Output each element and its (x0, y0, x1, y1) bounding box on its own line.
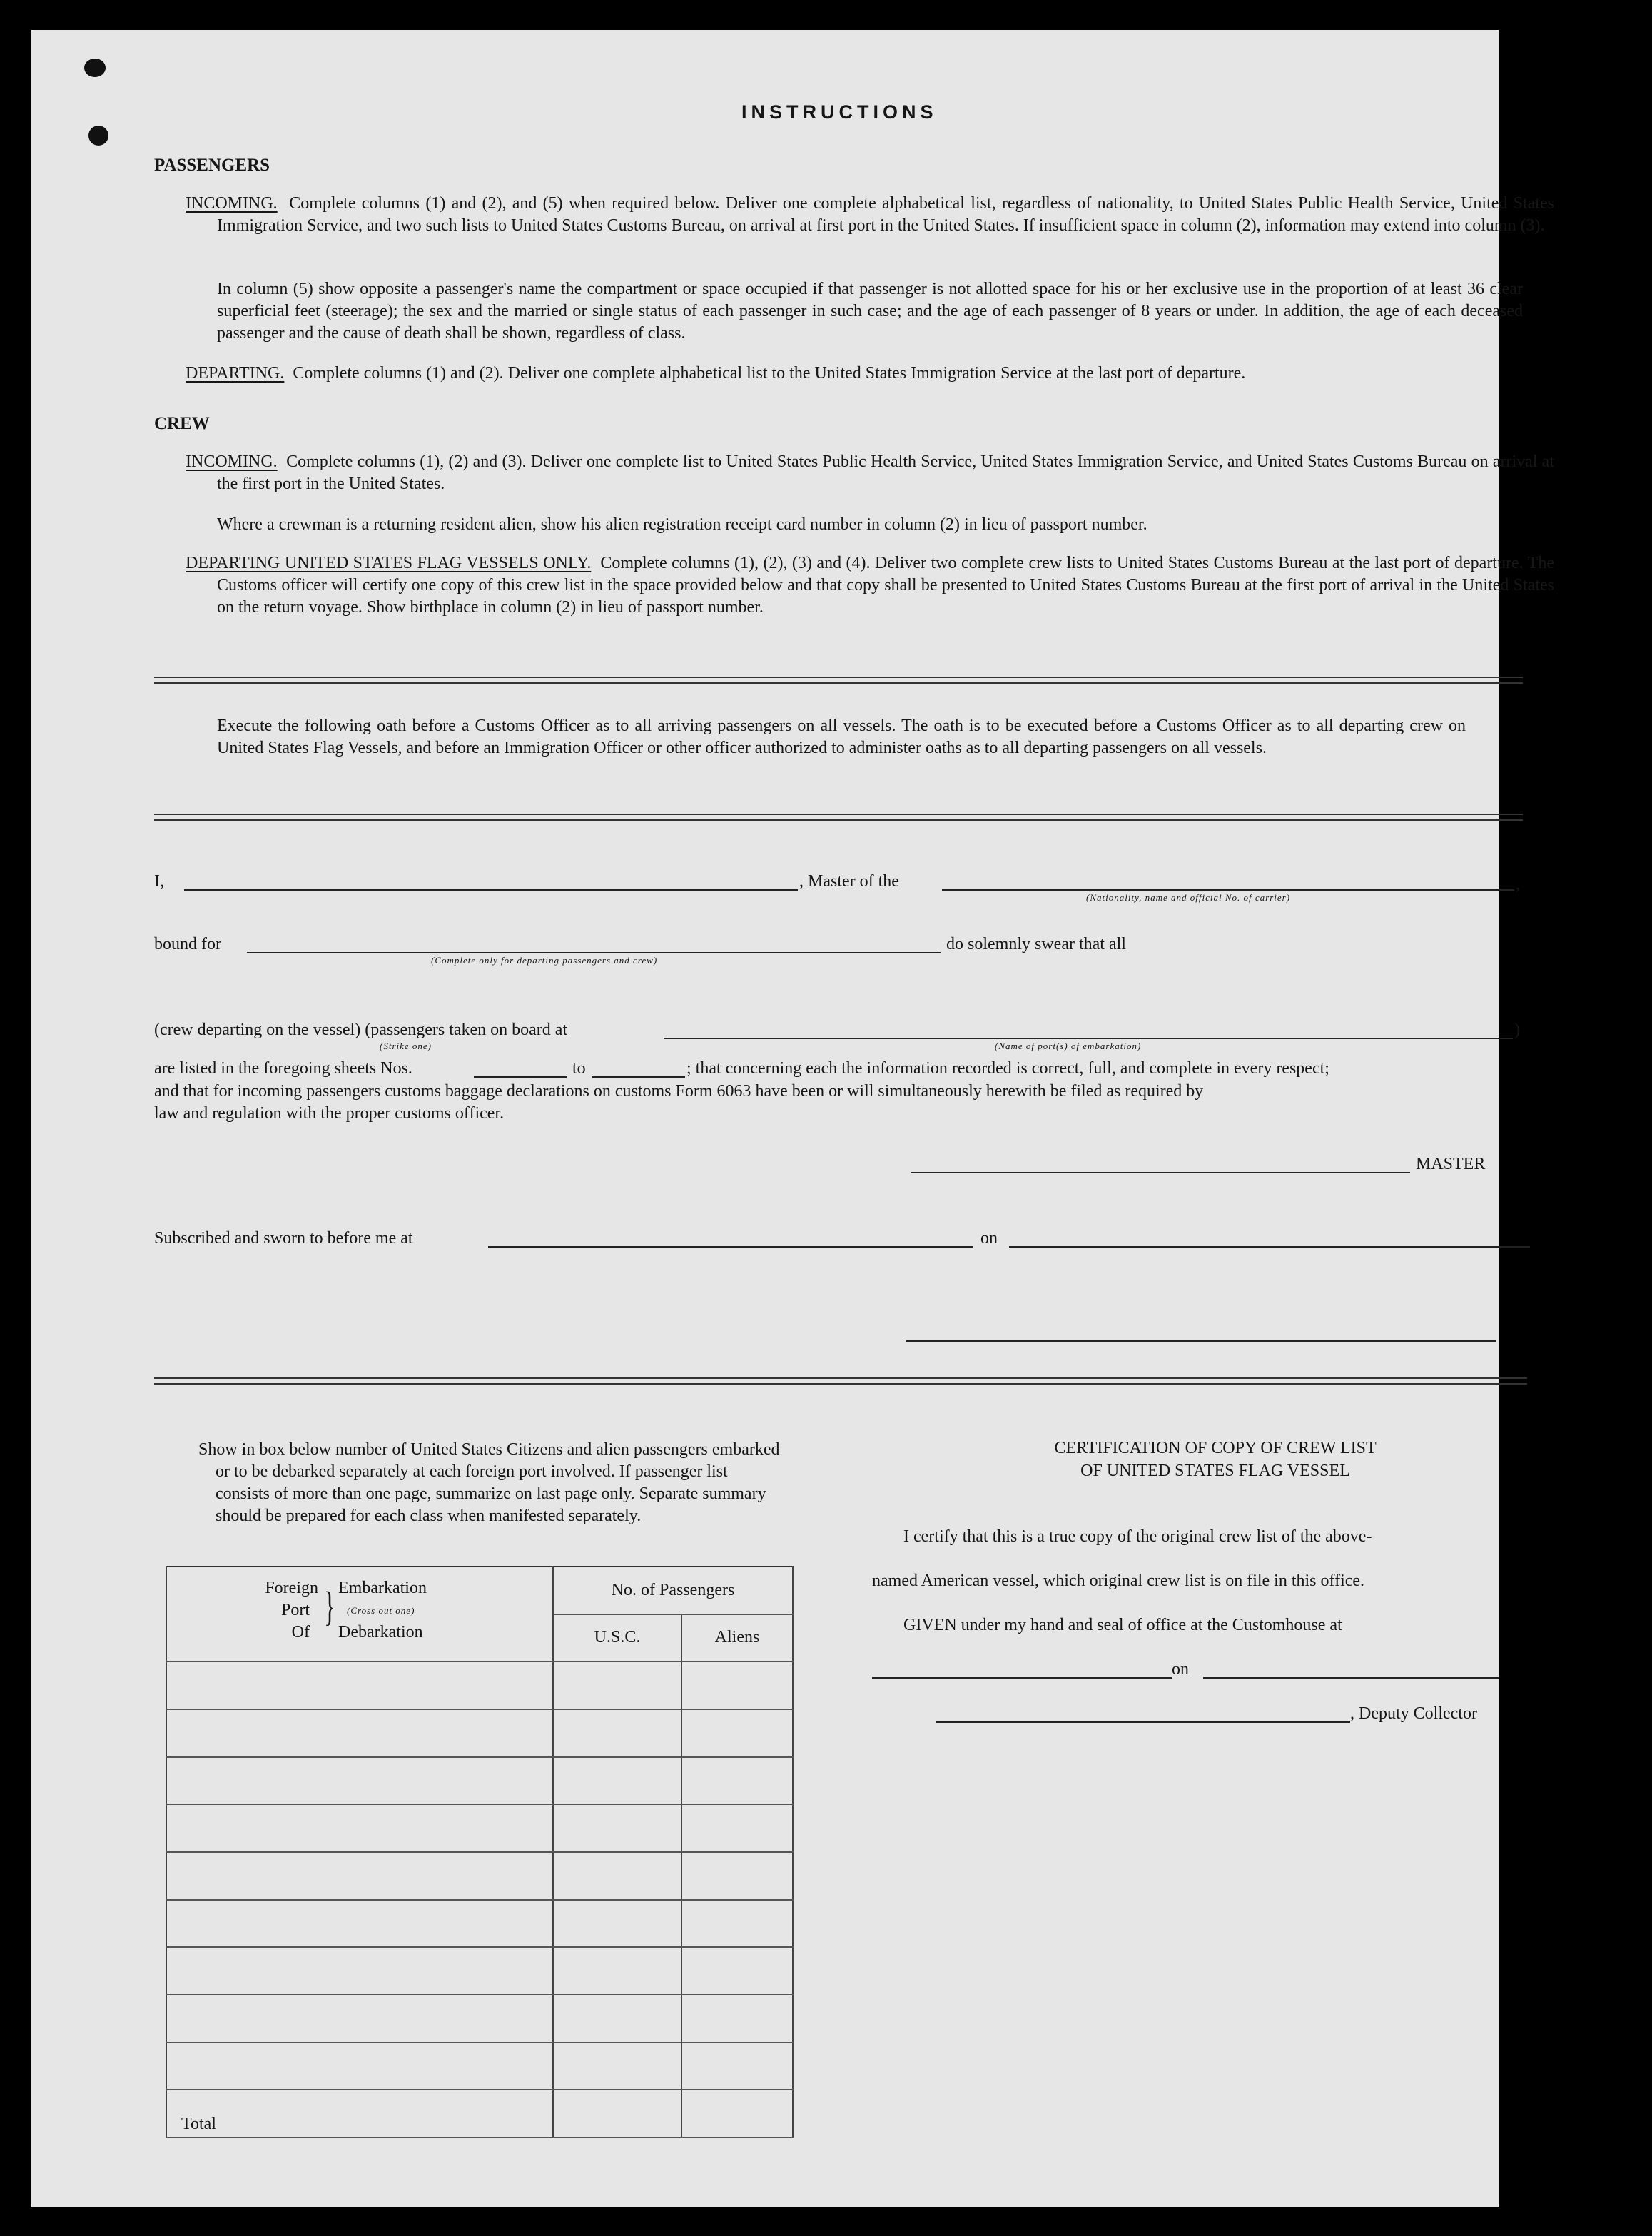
deputy-collector-label: , Deputy Collector (1350, 1704, 1477, 1723)
port-cell[interactable] (166, 1757, 553, 1805)
passengers-departing-text: Complete columns (1) and (2). Deliver one complete alphabetical list to the United States Immigration Service at the last port of departure. (293, 364, 1246, 383)
port-cell[interactable] (166, 1804, 553, 1852)
foreign-label: Foreign (265, 1579, 318, 1597)
passengers-heading: PASSENGERS (154, 156, 270, 175)
table-row (166, 1995, 793, 2043)
table-row (166, 1852, 793, 1900)
total-aliens-cell[interactable] (681, 2090, 793, 2138)
port-cell[interactable] (166, 1900, 553, 1948)
crew-incoming-label: INCOMING. (186, 452, 278, 471)
usc-cell[interactable] (553, 1661, 681, 1709)
ink-blot (84, 59, 106, 77)
crew-alien-paragraph: Where a crewman is a returning resident alien, show his alien registration receipt card number in column (2) in lieu of passport number. (217, 515, 1147, 534)
certification-line-2: named American vessel, which original crew list is on file in this office. (872, 1572, 1365, 1590)
table-row (166, 1757, 793, 1805)
usc-header: U.S.C. (553, 1614, 681, 1662)
port-cell[interactable] (166, 1709, 553, 1757)
summary-instructions: Show in box below number of United States Citizens and alien passengers embarked or to be debarked separately at each foreign port involved. If passenger list consists of more than one page, summarize on last page only. Separate summary should be prepared for each class when manifested separately. (198, 1440, 780, 1525)
crew-departing-label: DEPARTING UNITED STATES FLAG VESSELS ONLY. (186, 554, 592, 572)
usc-cell[interactable] (553, 1852, 681, 1900)
no-of-passengers-header: No. of Passengers (553, 1567, 793, 1614)
passengers-column5-paragraph: In column (5) show opposite a passenger's name the compartment or space occupied if that passenger is not allotted space for his or her exclusive use in the proportion of at least 36 clear superficial feet (steerage); the sex and the married or single status of each passenger in such case; and the age of each passenger of 8 years or under. In addition, the age of each deceased passenger and the cause of death shall be shown, regardless of class. (217, 280, 1523, 343)
port-label: Port (280, 1601, 310, 1619)
close-paren: ) (1514, 1021, 1520, 1039)
port-cell[interactable] (166, 1852, 553, 1900)
page-title: INSTRUCTIONS (741, 101, 938, 123)
certification-heading-1: CERTIFICATION OF COPY OF CREW LIST (1054, 1439, 1377, 1457)
bound-for-note: (Complete only for departing passengers and crew) (431, 955, 658, 966)
customhouse-field[interactable] (872, 1677, 1172, 1679)
aliens-cell[interactable] (681, 1900, 793, 1948)
usc-cell[interactable] (553, 1804, 681, 1852)
form-page (31, 30, 1555, 2207)
port-cell[interactable] (166, 2043, 553, 2090)
crew-incoming-text: Complete columns (1), (2) and (3). Deliver one complete list to United States Public Health Service, United States Immigration Service, and United States Customs Bureau on arrival at the first port in the United States. (217, 452, 1555, 493)
section-divider (154, 677, 1523, 684)
certification-line-1: I certify that this is a true copy of the original crew list of the above- (903, 1527, 1372, 1546)
cross-out-note: (Cross out one) (347, 1605, 415, 1616)
usc-cell[interactable] (553, 1947, 681, 1995)
ports-note: (Name of port(s) of embarkation) (995, 1041, 1142, 1051)
master-name-field[interactable] (184, 889, 798, 891)
bound-for-label: bound for (154, 935, 221, 953)
crew-departing-paragraph (186, 552, 1554, 619)
debarkation-label[interactable]: Debarkation (338, 1623, 423, 1641)
sworn-on-label: on (980, 1229, 998, 1248)
table-row (166, 1900, 793, 1948)
port-cell[interactable] (166, 1661, 553, 1709)
sheet-to-field[interactable] (592, 1076, 685, 1078)
certification-date-field[interactable] (1203, 1677, 1499, 1679)
port-cell[interactable] (166, 1947, 553, 1995)
aliens-cell[interactable] (681, 1995, 793, 2043)
passengers-incoming-paragraph (186, 193, 1554, 237)
sheets-label: are listed in the foregoing sheets Nos. (154, 1059, 412, 1078)
embarkation-port-field[interactable] (664, 1038, 1513, 1039)
table-row (166, 1661, 793, 1709)
officer-signature-field[interactable] (906, 1340, 1496, 1342)
section-divider (154, 814, 1523, 821)
table-row (166, 1709, 793, 1757)
total-row (166, 2090, 793, 2138)
certification-heading-2: OF UNITED STATES FLAG VESSEL (1080, 1462, 1350, 1480)
passenger-summary-table (166, 1566, 794, 2138)
port-cell[interactable] (166, 1995, 553, 2043)
table-row (166, 2043, 793, 2090)
carrier-comma: , (1516, 875, 1520, 894)
table-row (166, 1947, 793, 1995)
strike-one-note: (Strike one) (380, 1041, 432, 1051)
master-of-label: , Master of the (799, 872, 899, 891)
aliens-cell[interactable] (681, 1947, 793, 1995)
aliens-cell[interactable] (681, 1661, 793, 1709)
subscribed-label: Subscribed and sworn to before me at (154, 1229, 413, 1248)
aliens-cell[interactable] (681, 1709, 793, 1757)
total-usc-cell[interactable] (553, 2090, 681, 2138)
oath-intro-paragraph: Execute the following oath before a Customs Officer as to all arriving passengers on all vessels. The oath is to be executed before a Customs Officer as to all departing crew on United States Flag Vessels, and before an Immigration Officer or other officer authorized to administer oaths as to all departing passengers on all vessels. (217, 717, 1466, 757)
usc-cell[interactable] (553, 1757, 681, 1805)
passengers-incoming-label: INCOMING. (186, 194, 278, 213)
sheets-to-label: to (572, 1059, 586, 1078)
bound-for-field[interactable] (247, 952, 941, 953)
usc-cell[interactable] (553, 2043, 681, 2090)
master-signature-field[interactable] (911, 1172, 1410, 1173)
passengers-departing-label: DEPARTING. (186, 364, 285, 383)
swear-label: do solemnly swear that all (946, 935, 1126, 953)
oath-i-label: I, (154, 872, 164, 891)
total-label: Total (181, 2115, 216, 2133)
carrier-note: (Nationality, name and official No. of carrier) (1086, 892, 1291, 903)
section-divider (154, 1377, 1527, 1385)
deputy-collector-signature-field[interactable] (936, 1721, 1350, 1723)
aliens-cell[interactable] (681, 2043, 793, 2090)
sworn-date-field[interactable] (1009, 1246, 1530, 1248)
crew-departing-label: (crew departing on the vessel) (passengers taken on board at (154, 1021, 568, 1039)
crew-heading: CREW (154, 414, 210, 433)
crew-incoming-paragraph (186, 451, 1554, 495)
ink-blot (88, 126, 108, 146)
aliens-cell[interactable] (681, 1852, 793, 1900)
embarkation-label[interactable]: Embarkation (338, 1579, 427, 1597)
oath-rest-3: law and regulation with the proper customs officer. (154, 1104, 505, 1123)
usc-cell[interactable] (553, 1900, 681, 1948)
aliens-cell[interactable] (681, 1757, 793, 1805)
master-label: MASTER (1416, 1155, 1486, 1173)
passengers-departing-paragraph (186, 363, 1523, 385)
oath-rest-1: ; that concerning each the information recorded is correct, full, and complete in every respect; (686, 1059, 1329, 1078)
crew-departing-text: Complete columns (1), (2), (3) and (4). Deliver two complete crew lists to United States Customs Bureau at the last port of departure. The Customs officer will certify one copy of this crew list in the space provided below and that copy shall be presented to United States Customs Bureau at the first port of arrival in the United States on the return voyage. Show birthplace in column (2) in lieu of passport number. (217, 554, 1554, 617)
port-header-cell (166, 1567, 553, 1661)
sworn-place-field[interactable] (488, 1246, 973, 1248)
table-row (166, 1804, 793, 1852)
of-label: Of (291, 1623, 310, 1641)
certification-on-label: on (1172, 1660, 1189, 1679)
usc-cell[interactable] (553, 1709, 681, 1757)
aliens-header: Aliens (681, 1614, 793, 1662)
oath-rest-2: and that for incoming passengers customs baggage declarations on customs Form 6063 have been or will simultaneously herewith be filed as required by (154, 1082, 1204, 1101)
usc-cell[interactable] (553, 1995, 681, 2043)
certification-line-3: GIVEN under my hand and seal of office at the Customhouse at (903, 1616, 1342, 1634)
total-label-cell (166, 2090, 553, 2138)
aliens-cell[interactable] (681, 1804, 793, 1852)
brace-icon: } (324, 1583, 335, 1629)
carrier-field[interactable] (942, 889, 1514, 891)
sheet-from-field[interactable] (474, 1076, 567, 1078)
passengers-incoming-text: Complete columns (1) and (2), and (5) when required below. Deliver one complete alphabetical list, regardless of nationality, to United States Public Health Service, United States Immigration Service, and two such lists to United States Customs Bureau, on arrival at first port in the United States. If insufficient space in column (2), information may extend into column (3). (217, 194, 1554, 235)
